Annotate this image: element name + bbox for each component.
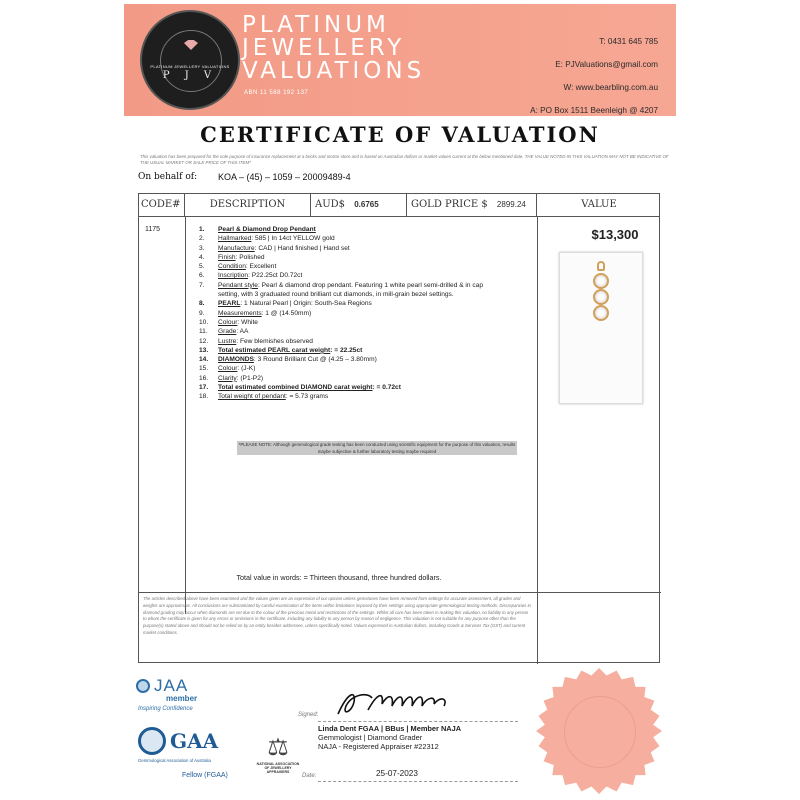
item-key: Pearl & Diamond Drop Pendant <box>218 226 316 233</box>
contact-block <box>530 30 658 122</box>
description-item <box>199 271 539 280</box>
signature-line <box>318 721 518 722</box>
item-text: : Excellent <box>245 263 277 271</box>
item-key: Lustre <box>218 337 237 345</box>
description-item <box>199 262 539 271</box>
jaa-member: member <box>166 694 198 703</box>
description-item <box>199 327 539 336</box>
item-number: 6. <box>199 272 205 280</box>
company-seal <box>536 668 662 794</box>
signed-label: Signed: <box>298 712 319 718</box>
item-key: Colour <box>218 365 238 373</box>
logo-ring <box>160 30 222 92</box>
item-text: : 585 | In 14ct YELLOW gold <box>251 235 335 243</box>
contact-phone: T: 0431 645 785 <box>599 37 658 46</box>
column-divider <box>185 216 186 614</box>
signer-registration: NAJA - Registered Appraiser #22312 <box>318 742 439 751</box>
description-item <box>199 355 539 364</box>
item-key: DIAMONDS <box>218 356 254 364</box>
date-label: Date: <box>302 773 317 779</box>
item-text: : AA <box>236 328 249 336</box>
item-number: 14. <box>199 356 209 364</box>
item-key: Inscription <box>218 272 249 280</box>
item-number: 1. <box>199 226 205 233</box>
date-value: 25-07-2023 <box>376 769 418 778</box>
abn-number: ABN 11 588 192 137 <box>244 90 309 96</box>
description-item <box>199 299 539 308</box>
item-number: 7. <box>199 281 205 289</box>
signature <box>298 686 468 720</box>
item-text: : CAD | Hand finished | Hand set <box>254 244 350 252</box>
header-description: DESCRIPTION <box>185 194 311 216</box>
brand-line-3: VALUATIONS <box>242 58 426 84</box>
item-key: Manufacture <box>218 244 255 252</box>
gold-price-value: 2899.24 <box>496 200 526 209</box>
description-item <box>199 309 539 318</box>
disclaimer-text: This valuation has been prepared for the sole purpose of insurance replacement at a bricks and mortar store and is based on Australian dollars or market values current at the below mentioned date. THE VALUE NOTED IN THIS VALUATION MAY NOT BE INDICATIVE OF THE USUAL MARKET OR SALE PRICE OF THIS ITEM* <box>140 154 669 165</box>
item-text: : Few blemishes observed <box>236 337 313 345</box>
pjv-logo <box>140 10 240 110</box>
item-key: Finish <box>218 253 236 261</box>
fine-print: The articles described above have been examined and the values given are an expression of our opinion unless gemstones have been removed from settings for accurate assessment, all grades and weights are approximate. All conclusions are substantiated by careful examination of the items within limitations imposed by their settings using appropriate gemmological testing methods. Discrepancies in diamond grading may occur when diamonds are set due to the colour of the precious metal and restrictions of the settings. Whilst all care has been taken in making this valuation, no liability to any person to whom the certificate is given for any errors or omissions in the certificate, including any liability to any person by reason of negligence. This valuation is not suitable for any purpose other than the purpose(s) stated above and should not be relied on by an entity besides addressee, unless specifically noted. Values expressed in Australian dollars, including Goods & Services Tax (GST) and current market conditions. <box>139 592 537 664</box>
item-key: Hallmarked <box>218 235 252 243</box>
contact-email: E: PJValuations@gmail.com <box>555 60 658 69</box>
item-key: Colour <box>218 318 238 326</box>
brand-name <box>242 14 425 83</box>
brand-line-1: PLATINUM <box>242 12 390 38</box>
item-number: 12. <box>199 337 209 345</box>
header-aud <box>311 194 407 216</box>
description-item <box>199 253 539 262</box>
on-behalf-value: KOA – (45) – 1059 – 20009489-4 <box>218 172 351 182</box>
item-number: 11. <box>199 328 208 336</box>
description-item <box>199 383 539 392</box>
description-item <box>199 374 539 383</box>
item-number: 13. <box>199 346 209 354</box>
jaa-circle-icon <box>136 679 150 693</box>
certificate-page <box>124 0 676 800</box>
table-header <box>139 194 659 217</box>
description-item <box>199 225 539 234</box>
on-behalf-of <box>138 172 351 182</box>
item-number: 5. <box>199 263 205 271</box>
jaa-text: JAA <box>154 676 189 695</box>
description-item <box>199 244 539 253</box>
pendant-photo <box>559 252 643 404</box>
item-text: : 1 Natural Pearl | Origin: South-Sea Regions <box>240 300 372 308</box>
item-text: : (P1-P2) <box>236 374 264 382</box>
contact-address: A: PO Box 1511 Beenleigh @ 4207 <box>530 106 658 115</box>
brand-line-2: JEWELLERY <box>242 35 406 61</box>
naja-text: NATIONAL ASSOCIATION OF JEWELLERY APPRAISERS <box>256 762 300 774</box>
description-item <box>199 234 539 243</box>
item-number: 3. <box>199 244 205 252</box>
item-number: 9. <box>199 309 205 317</box>
pearl-icon <box>593 273 609 289</box>
item-key: Clarity <box>218 374 237 382</box>
item-text: : = 0.72ct <box>372 384 401 392</box>
item-key: Pendant style <box>218 281 258 289</box>
item-number: 18. <box>199 393 209 401</box>
header-value: VALUE <box>581 199 617 210</box>
jaa-slogan: Inspiring Confidence <box>138 706 193 712</box>
description-item <box>199 364 539 373</box>
scales-icon: ⚖ <box>267 734 289 761</box>
row-divider <box>537 592 661 593</box>
description-list <box>199 225 539 402</box>
item-text: : White <box>237 318 258 326</box>
item-text: : (J-K) <box>237 365 256 373</box>
description-item <box>199 290 539 299</box>
logo-initials: P J V <box>162 70 218 81</box>
item-code: 1175 <box>145 226 161 233</box>
letterhead <box>124 4 676 116</box>
item-text: : P22.25ct D0.72ct <box>248 272 303 280</box>
item-key: Total weight of pendant <box>218 393 286 401</box>
item-key: Total estimated combined DIAMOND carat weight <box>218 384 373 392</box>
gaa-subtitle: Gemmological Association of Australia <box>138 758 211 763</box>
item-number: 10. <box>199 318 209 326</box>
item-text: : Polished <box>235 253 265 261</box>
header-gold-price <box>407 194 537 216</box>
item-text: : = 5.73 grams <box>285 393 329 401</box>
signer-details <box>318 724 461 751</box>
description-item <box>199 337 539 346</box>
aud-label: AUD$ <box>315 199 346 210</box>
item-key: Measurements <box>218 309 262 317</box>
item-number: 16. <box>199 374 209 382</box>
item-text: : Pearl & diamond drop pendant. Featuring 1 white pearl semi-drilled & in cap <box>257 281 484 289</box>
signer-name: Linda Dent FGAA | BBus | Member NAJA <box>318 724 462 733</box>
on-behalf-label: On behalf of: <box>138 172 198 182</box>
description-item <box>199 346 539 355</box>
date-line <box>318 781 518 782</box>
description-item <box>199 392 539 401</box>
gold-price-label: GOLD PRICE $ <box>411 199 488 210</box>
gaa-fellow: Fellow (FGAA) <box>182 772 228 779</box>
item-value: $13,300 <box>591 227 639 242</box>
aud-value: 0.6765 <box>354 200 379 209</box>
item-number: 15. <box>199 365 209 373</box>
item-key: Grade <box>218 328 237 336</box>
gaa-diamond-icon <box>138 727 166 755</box>
item-text: : = 22.25ct <box>330 346 363 354</box>
testing-note: *PLEASE NOTE: Although gemmological grade testing has been conducted using scientific equipment for the purpose of this valuation, results maybe subjective & further laboratory testing maybe required <box>238 442 516 454</box>
bail-icon <box>597 261 605 271</box>
total-value-words: Total value in words: = Thirteen thousand, three hundred dollars. <box>236 573 442 582</box>
item-key: PEARL <box>218 300 241 308</box>
item-number: 2. <box>199 235 205 243</box>
item-number: 17. <box>199 384 209 392</box>
header-code: CODE# <box>139 194 185 216</box>
diamond-icon <box>593 305 609 321</box>
item-number: 8. <box>199 300 205 308</box>
item-key: Condition <box>218 263 246 271</box>
contact-website: W: www.bearbling.com.au <box>563 83 658 92</box>
naja-logo <box>254 734 302 774</box>
valuation-table <box>138 193 660 663</box>
page-title: CERTIFICATE OF VALUATION <box>200 122 600 147</box>
seal-inner-ring <box>564 696 636 768</box>
description-item <box>199 281 539 290</box>
logo-small-text: PLATINUM JEWELLERY VALUATIONS <box>150 64 230 69</box>
gaa-text: GAA <box>170 729 219 753</box>
item-number: 4. <box>199 253 205 261</box>
description-item <box>199 318 539 327</box>
item-text: setting, with 3 graduated round brilliant cut diamonds, in mill-grain bezel settings. <box>218 291 454 299</box>
diamond-icon <box>593 289 609 305</box>
item-key: Total estimated PEARL carat weight <box>218 346 331 354</box>
item-text: : 1 @ (14.50mm) <box>261 309 312 317</box>
signer-title: Gemmologist | Diamond Grader <box>318 733 423 742</box>
item-text: : 3 Round Brilliant Cut @ (4.25 – 3.80mm) <box>253 356 377 364</box>
